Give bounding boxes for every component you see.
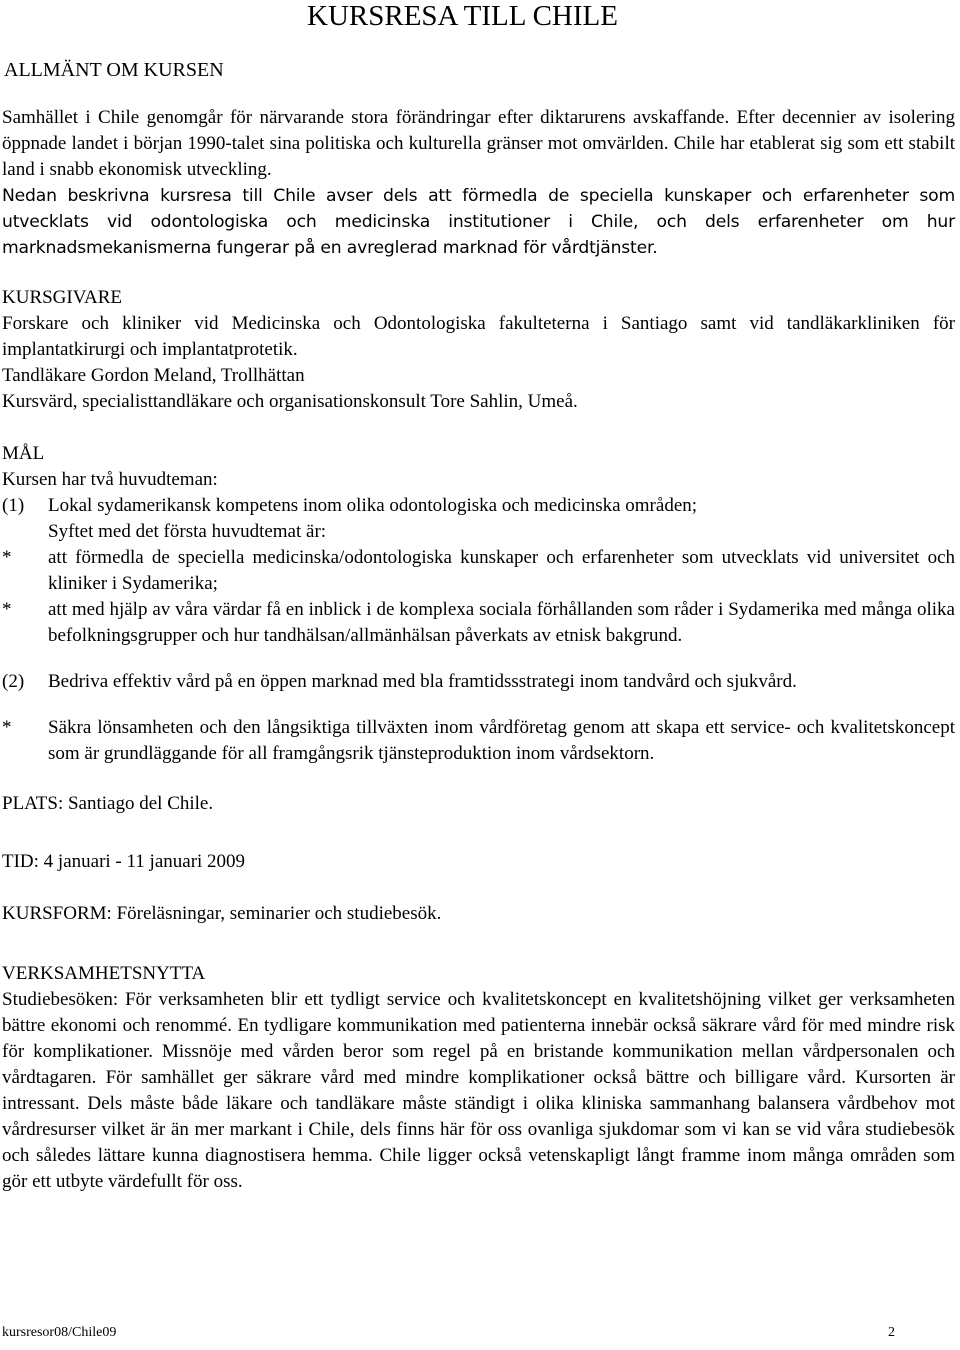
document-body <box>2 105 955 1195</box>
document-header <box>0 0 960 90</box>
page-title: KURSRESA TILL CHILE <box>307 0 618 32</box>
section-verksamhetsnytta <box>2 961 955 1195</box>
bullet-text-1: att förmedla de speciella medicinska/odontologiska kunskaper och erfarenheter som utvecklats vid universitet och kliniker i Sydamerika; <box>48 547 955 594</box>
bullet-text-3: Säkra lönsamheten och den långsiktiga tillväxten inom vårdföretag genom att skapa ett service- och kvalitetskoncept som är grundläggande för all framgångsrik tjänsteproduktion inom vårdsektorn. <box>48 717 955 764</box>
goal-marker-1: (1) <box>2 495 25 516</box>
bullet-marker-3: * <box>2 717 12 738</box>
bullet-marker-1: * <box>2 547 12 568</box>
goal-1-subheading: Syftet med det första huvudtemat är: <box>48 521 327 542</box>
goal-text-2: Bedriva effektiv vård på en öppen marknad med bla framtidssstrategi inom tandvård och sjukvård. <box>48 671 797 692</box>
bullet-marker-2: * <box>2 599 12 620</box>
bullet-item-2 <box>2 597 955 649</box>
goal-item-2 <box>2 669 955 695</box>
intro-paragraph-1: Samhället i Chile genomgår för närvarande stora förändringar efter diktarurens avskaffande. Efter decennier av isolering öppnade landet i början 1990-talet sina politiska och kulturella gränser mot omvärlden. Chile har etablerat sig som ett stabilt land i snabb ekonomisk utveckling. <box>2 107 955 180</box>
footer-page-number: 2 <box>888 1325 895 1340</box>
kursform-line: KURSFORM: Föreläsningar, seminarier och studiebesök. <box>2 903 442 924</box>
mal-intro: Kursen har två huvudteman: <box>2 469 218 490</box>
plats-line: PLATS: Santiago del Chile. <box>2 793 214 814</box>
goal-item-1 <box>2 493 955 519</box>
goal-text-1: Lokal sydamerikansk kompetens inom olika odontologiska och medicinska områden; <box>48 495 698 516</box>
footer-filename: kursresor08/Chile09 <box>2 1325 117 1340</box>
bullet-item-1 <box>2 545 955 597</box>
goal-marker-2: (2) <box>2 671 25 692</box>
kursgivare-line-1: Forskare och kliniker vid Medicinska och Odontologiska fakulteterna i Santiago samt vid tandläkarkliniken för implantatkirurgi och implantatprotetik. <box>2 313 955 360</box>
section-heading-mal: MÅL <box>2 443 45 464</box>
tid-line: TID: 4 januari - 11 januari 2009 <box>2 851 246 872</box>
section-heading-verksamhetsnytta: VERKSAMHETSNYTTA <box>2 963 206 984</box>
section-heading-kursgivare: KURSGIVARE <box>2 287 123 308</box>
verksamhetsnytta-paragraph: Studiebesöken: För verksamheten blir ett tydligt service och kvalitetskoncept en kvalitetshöjning vilket ger verksamheten bättre ekonomi och renommé. En tydligare kommunikation med patienterna innebär också säkrare vård för med mindre risk för komplikationer. Missnöje med vården beror som regel på en bristande kommunikation mellan vårdpersonalen och vårdtagaren. För samhället ger säkrare vård med mindre komplikationer också bättre och billigare vård. Kursorten är intressant. Dels måste både läkare och tandläkare måste ständigt i olika kliniska sammanhang balansera vårdbehov mot vårdresurser vilket är än mer markant i Chile, dels finns här för oss ovanliga sjukdomar som vi kan se vid våra studiebesök och således lättare kunna diagnostisera hemma. Chile ligger också vetenskapligt långt framme inom många områden som gör ett utbyte värdefullt för oss. <box>2 989 955 1192</box>
kursgivare-line-2: Tandläkare Gordon Meland, Trollhättan <box>2 365 305 386</box>
course-label: ALLMÄNT OM KURSEN <box>4 59 224 81</box>
section-mal <box>2 441 955 767</box>
bullet-item-3 <box>2 715 955 767</box>
intro-paragraph-2: Nedan beskrivna kursresa till Chile avser dels att förmedla de speciella kunskaper och erfarenheter som utvecklats vid odontologiska och medicinska institutioner i Chile, och dels erfarenheter om hur marknadsmekanismerna fungerar på en avreglerad marknad för vårdtjänster. <box>2 186 955 258</box>
section-kursgivare <box>2 285 955 415</box>
bullet-text-2: att med hjälp av våra värdar få en inblick i de komplexa sociala förhållanden som råder i Sydamerika med många olika befolkningsgrupper och hur tandhälsan/allmänhälsan påverkats av etnisk bakgrund. <box>48 599 955 646</box>
kursgivare-line-3: Kursvärd, specialisttandläkare och organisationskonsult Tore Sahlin, Umeå. <box>2 391 578 412</box>
page-footer <box>2 1325 895 1341</box>
